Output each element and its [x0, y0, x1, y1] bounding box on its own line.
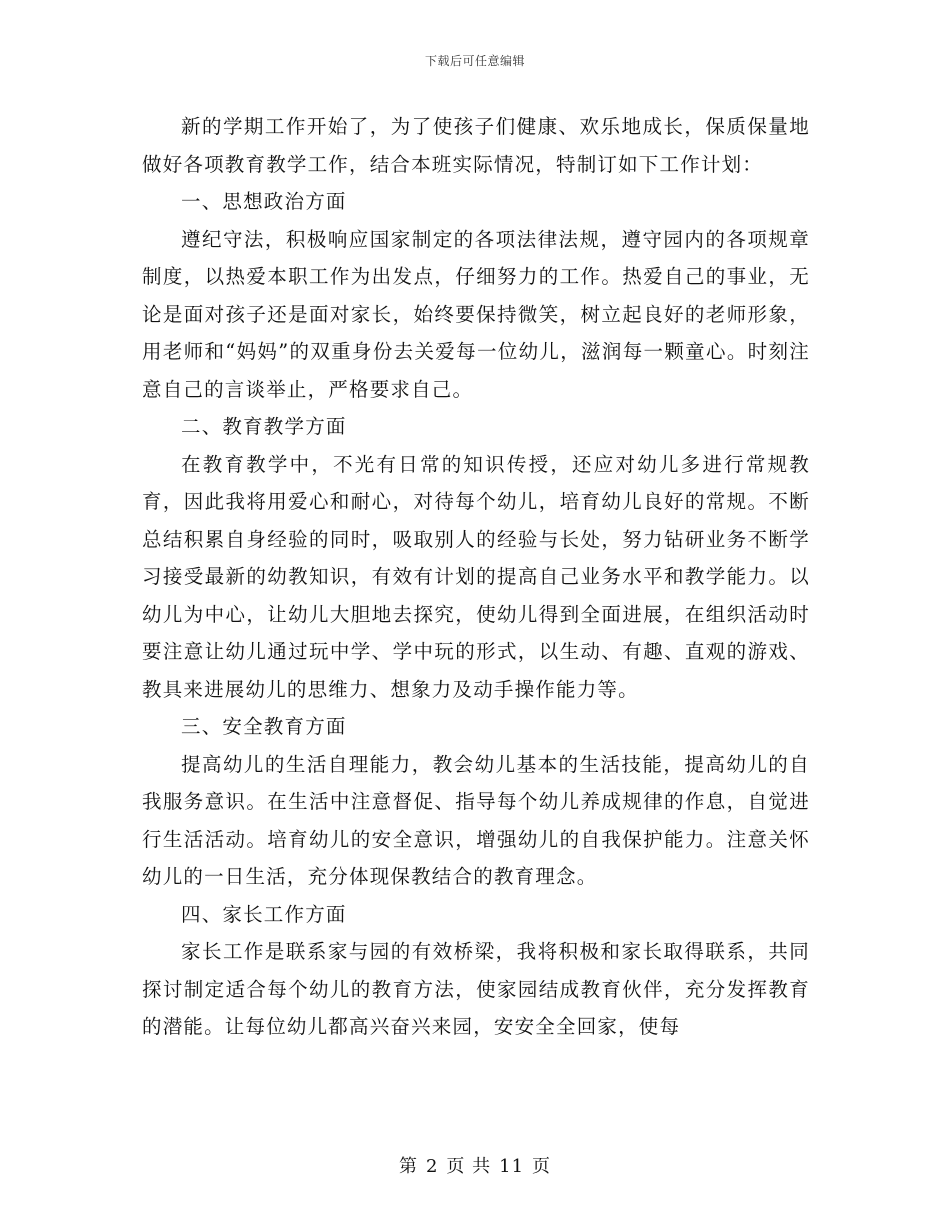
- section-heading-4: 四、家长工作方面: [181, 902, 347, 926]
- page-footer: [0, 1152, 950, 1178]
- document-body: [142, 108, 810, 1046]
- footer-suffix: 页: [532, 1156, 552, 1177]
- section-heading-3: 三、安全教育方面: [181, 715, 347, 738]
- footer-middle: 页 共: [446, 1156, 492, 1177]
- footer-page-number: 2: [425, 1156, 439, 1177]
- page-header-note: 下载后可任意编辑: [424, 54, 525, 68]
- section-heading-2: 二、教育教学方面: [181, 415, 347, 438]
- footer-total-pages: 11: [499, 1156, 525, 1177]
- paragraph-intro: 新的学期工作开始了，为了使孩子们健康、欢乐地成长，保质保量地做好各项教育教学工作，结合本班实际情况，特制订如下工作计划：: [142, 115, 810, 176]
- section-heading-1: 一、思想政治方面: [181, 190, 347, 213]
- paragraph-section-4: 家长工作是联系家与园的有效桥梁，我将积极和家长取得联系，共同探讨制定适合每个幼儿的教育方法，使家园结成教育伙伴，充分发挥教育的潜能。让每位幼儿都高兴奋兴来园，安安全全回家，使每: [142, 940, 810, 1038]
- paragraph-section-3: 提高幼儿的生活自理能力，教会幼儿基本的生活技能，提高幼儿的自我服务意识。在生活中注意督促、指导每个幼儿养成规律的作息，自觉进行生活活动。培育幼儿的安全意识，增强幼儿的自我保护能力。注意关怀幼儿的一日生活，充分体现保教结合的教育理念。: [142, 752, 810, 888]
- footer-prefix: 第: [398, 1156, 418, 1177]
- paragraph-section-2: 在教育教学中，不光有日常的知识传授，还应对幼儿多进行常规教育，因此我将用爱心和耐心，对待每个幼儿，培育幼儿良好的常规。不断总结积累自身经验的同时，吸取别人的经验与长处，努力钻研业务不断学习接受最新的幼教知识，有效有计划的提高自己业务水平和教学能力。以幼儿为中心，让幼儿大胆地去探究，使幼儿得到全面进展，在组织活动时要注意让幼儿通过玩中学、学中玩的形式，以生动、有趣、直观的游戏、教具来进展幼儿的思维力、想象力及动手操作能力等。: [142, 452, 810, 701]
- paragraph-section-1: 遵纪守法，积极响应国家制定的各项法律法规，遵守园内的各项规章制度，以热爱本职工作为出发点，仔细努力的工作。热爱自己的事业，无论是面对孩子还是面对家长，始终要保持微笑，树立起良好的老师形象，用老师和“妈妈”的双重身份去关爱每一位幼儿，滋润每一颗童心。时刻注意自己的言谈举止，严格要求自己。: [142, 227, 810, 401]
